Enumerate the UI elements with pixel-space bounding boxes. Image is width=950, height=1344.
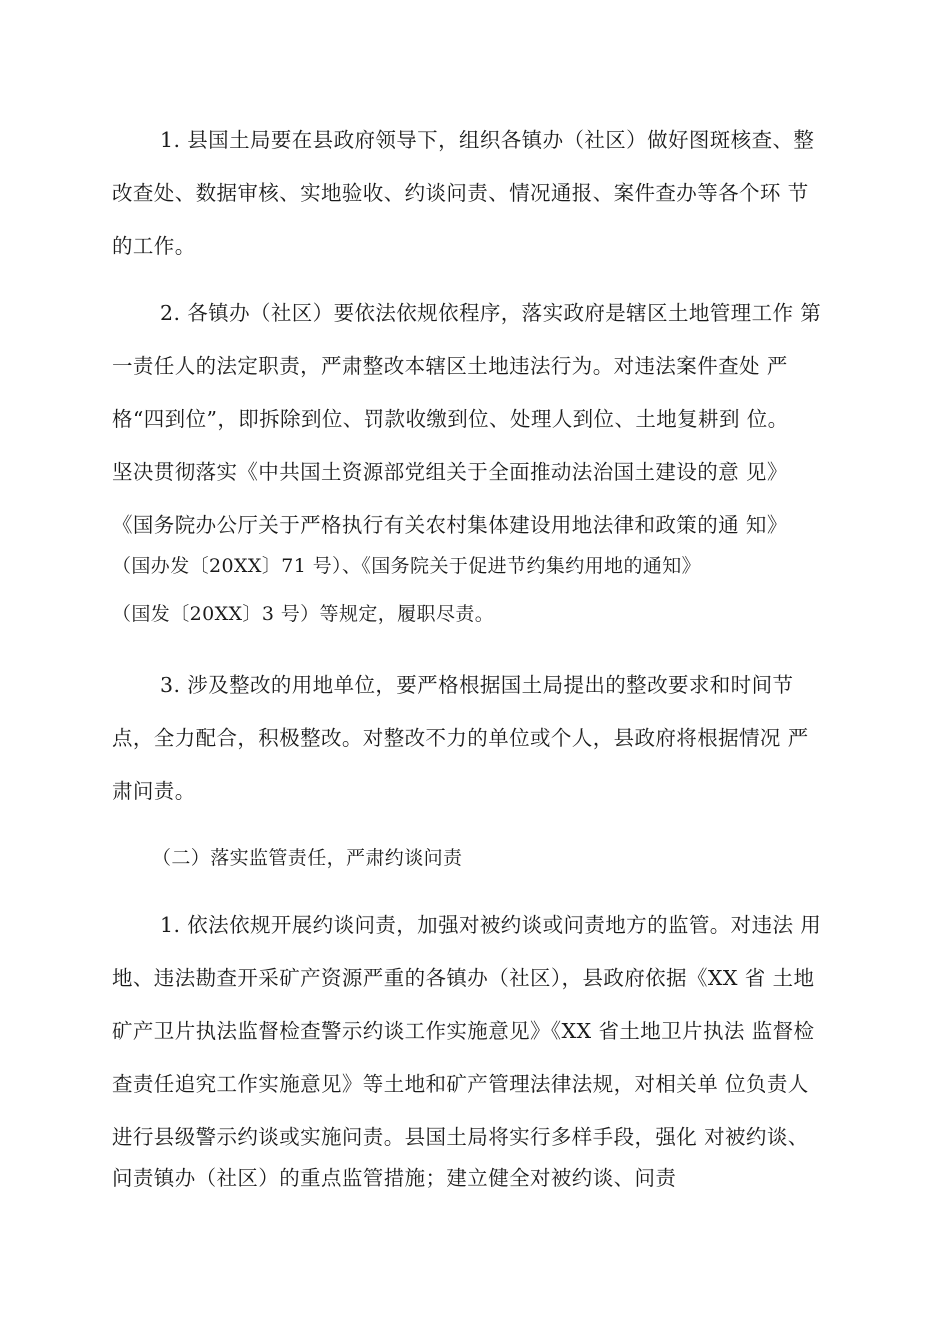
- paragraph-line: 1. 县国土局要在县政府领导下，组织各镇办（社区）做好图斑核查、整: [160, 128, 815, 152]
- paragraph-line: 查责任追究工作实施意见》等土地和矿产管理法律法规，对相关单 位负责人: [112, 1072, 809, 1096]
- paragraph-line: 矿产卫片执法监督检查警示约谈工作实施意见》《XX 省土地卫片执法 监督检: [112, 1019, 815, 1043]
- section-heading: （二）落实监管责任，严肃约谈问责: [152, 847, 463, 869]
- paragraph-line: 格“四到位”，即拆除到位、罚款收缴到位、处理人到位、土地复耕到 位。: [112, 407, 789, 431]
- paragraph-line: 改查处、数据审核、实地验收、约谈问责、情况通报、案件查办等各个环 节: [112, 181, 809, 205]
- paragraph-line: 3. 涉及整改的用地单位，要严格根据国土局提出的整改要求和时间节: [160, 673, 794, 697]
- paragraph-line: 2. 各镇办（社区）要依法依规依程序，落实政府是辖区土地管理工作 第: [160, 301, 822, 325]
- paragraph-line: 地、违法勘查开采矿产资源严重的各镇办（社区），县政府依据《XX 省 土地: [112, 966, 815, 990]
- paragraph-line: 坚决贯彻落实《中共国土资源部党组关于全面推动法治国土建设的意 见》: [112, 460, 788, 484]
- paragraph-line: 1. 依法依规开展约谈问责，加强对被约谈或问责地方的监管。对违法 用: [160, 913, 822, 937]
- paragraph-line: 进行县级警示约谈或实施问责。县国土局将实行多样手段，强化 对被约谈、: [112, 1125, 809, 1149]
- paragraph-line: 肃问责。: [112, 779, 196, 803]
- paragraph-line: 《国务院办公厅关于严格执行有关农村集体建设用地法律和政策的通 知》: [112, 513, 788, 537]
- paragraph-line: （国办发〔20XX〕71 号）、《国务院关于促进节约集约用地的通知》: [112, 555, 702, 577]
- paragraph-line: 的工作。: [112, 234, 196, 258]
- paragraph-line: 点，全力配合，积极整改。对整改不力的单位或个人，县政府将根据情况 严: [112, 726, 809, 750]
- paragraph-line: （国发〔20XX〕3 号）等规定，履职尽责。: [112, 603, 495, 625]
- paragraph-line: 一责任人的法定职责，严肃整改本辖区土地违法行为。对违法案件查处 严: [112, 354, 788, 378]
- paragraph-line: 问责镇办（社区）的重点监管措施；建立健全对被约谈、问责: [112, 1166, 677, 1190]
